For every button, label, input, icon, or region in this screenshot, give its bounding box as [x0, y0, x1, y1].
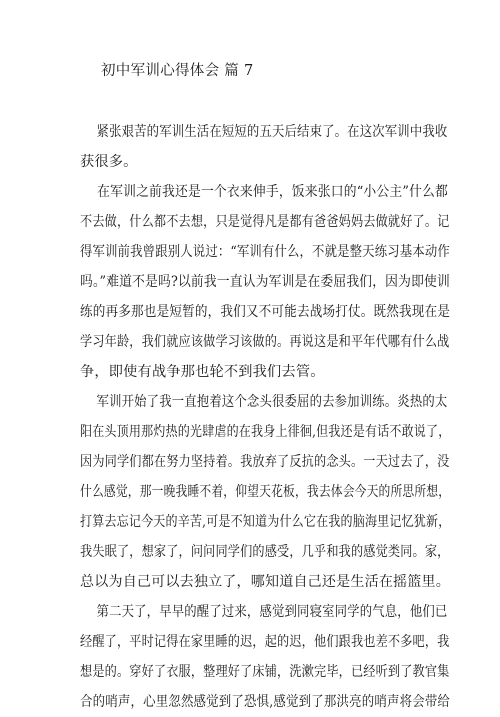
- paragraph-line: 打算去忘记今天的辛苦,可是不知道为什么它在我的脑海里记忆犹新，: [80, 514, 451, 530]
- paragraph-line: 在军训之前我还是一个衣来伸手，饭来张口的“小公主”什么都: [97, 184, 449, 200]
- paragraph-line: 什么感觉，那一晚我睡不着，仰望天花板，我去体会今天的所思所想，: [80, 484, 451, 500]
- paragraph-4: [80, 597, 450, 717]
- paragraph-line: 争，即使有战争那也轮不到我们去管。: [80, 364, 325, 380]
- paragraph-line: 军训开始了我一直抱着这个念头很委屈的去参加训练。炎热的太: [96, 394, 448, 410]
- paragraph-line: 得军训前我曾跟别人说过：“军训有什么，不就是整天练习基本动作: [80, 244, 450, 260]
- paragraph-1: [80, 117, 450, 177]
- paragraph-line: 经醒了，平时记得在家里睡的迟，起的迟，他们跟我也差不多吧，我: [80, 634, 450, 650]
- paragraph-line: 总以为自己可以去独立了，哪知道自己还是生活在摇篮里。: [80, 574, 450, 590]
- paragraph-line: 我失眠了，想家了，问问同学们的感受，几乎和我的感觉类同。家，: [80, 544, 450, 560]
- paragraph-2: [80, 177, 450, 387]
- paragraph-line: 想是的。穿好了衣服，整理好了床铺，洗漱完毕，已经听到了教官集: [80, 664, 450, 680]
- paragraph-line: 紧张艰苦的军训生活在短短的五天后结束了。在这次军训中我收: [96, 124, 448, 140]
- paragraph-line: 获很多。: [80, 154, 138, 170]
- document-body: [80, 117, 450, 717]
- paragraph-line: 学习年龄，我们就应该做学习该做的。再说这是和平年代哪有什么战: [80, 334, 450, 350]
- paragraph-line: 阳在头顶用那灼热的光肆虐的在我身上徘徊,但我还是有话不敢说了，: [80, 424, 451, 440]
- document-title: 初中军训心得体会 篇 7: [101, 63, 254, 79]
- paragraph-line: 因为同学们都在努力坚持着。我放弃了反抗的念头。一天过去了，没: [80, 454, 450, 470]
- paragraph-line: 吗。”难道不是吗?以前我一直认为军训是在委屈我们，因为即使训: [80, 274, 450, 290]
- paragraph-line: 不去做，什么都不去想，只是觉得凡是都有爸爸妈妈去做就好了。记: [80, 214, 450, 230]
- paragraph-line: 合的哨声，心里忽然感觉到了恐惧,感觉到了那洪亮的哨声将会带给: [80, 694, 451, 710]
- paragraph-3: [80, 387, 450, 597]
- paragraph-line: 第二天了，早早的醒了过来，感觉到同寝室同学的气息，他们已: [96, 604, 448, 620]
- paragraph-line: 练的再多那也是短暂的，我们又不可能去战场打仗。既然我现在是: [80, 304, 451, 320]
